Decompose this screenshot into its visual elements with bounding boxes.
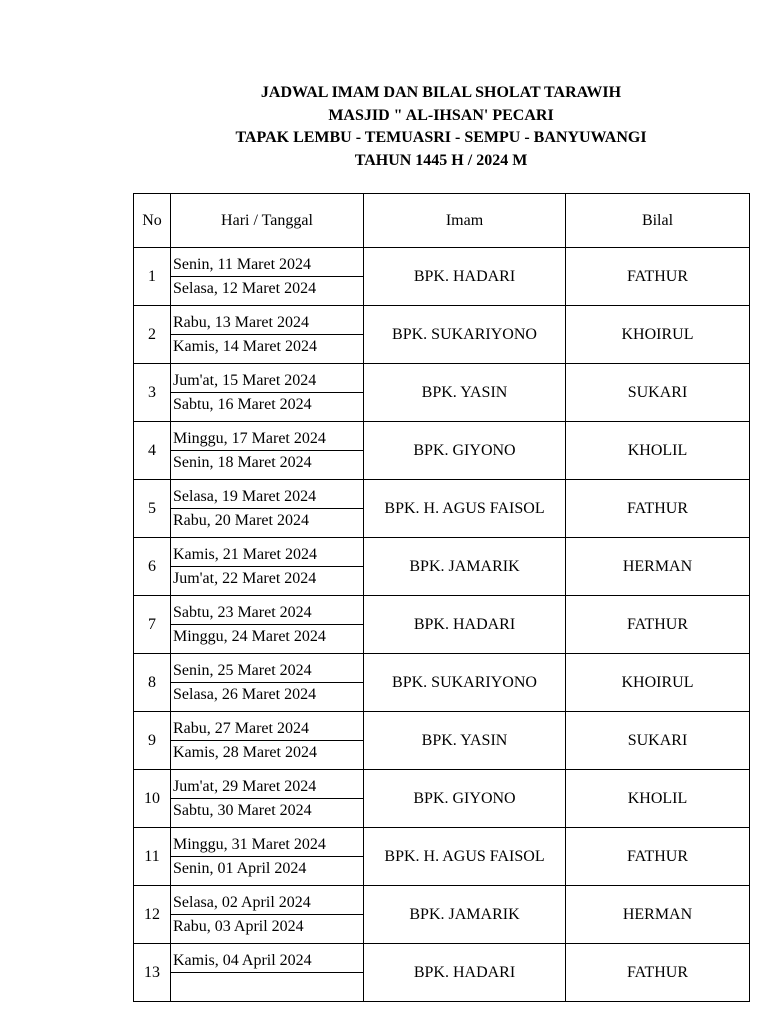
bilal-cell: SUKARI <box>566 364 750 422</box>
imam-cell: BPK. JAMARIK <box>364 886 566 944</box>
date-second: Minggu, 24 Maret 2024 <box>173 628 326 645</box>
schedule-table-container <box>133 193 750 981</box>
bilal-cell: FATHUR <box>566 944 750 1002</box>
date-first: Jum'at, 29 Maret 2024 <box>171 770 363 799</box>
imam-cell: BPK. H. AGUS FAISOL <box>364 828 566 886</box>
bilal-cell: SUKARI <box>566 712 750 770</box>
date-second: Sabtu, 30 Maret 2024 <box>173 802 312 819</box>
bilal-cell: FATHUR <box>566 596 750 654</box>
row-number: 2 <box>134 306 171 364</box>
date-second: Selasa, 26 Maret 2024 <box>173 686 317 703</box>
date-cell <box>171 248 364 306</box>
date-second: Senin, 01 April 2024 <box>173 860 307 877</box>
row-number: 4 <box>134 422 171 480</box>
date-cell <box>171 306 364 364</box>
date-first: Rabu, 27 Maret 2024 <box>171 712 363 741</box>
title-line: TAHUN 1445 H / 2024 M <box>354 151 528 169</box>
row-number: 11 <box>134 828 171 886</box>
table-row <box>134 654 750 712</box>
row-number: 12 <box>134 886 171 944</box>
date-cell <box>171 364 364 422</box>
date-first: Sabtu, 23 Maret 2024 <box>171 596 363 625</box>
date-first: Senin, 25 Maret 2024 <box>171 654 363 683</box>
date-second: Senin, 18 Maret 2024 <box>173 454 312 471</box>
schedule-table <box>133 193 750 1002</box>
imam-cell: BPK. SUKARIYONO <box>364 306 566 364</box>
imam-cell: BPK. YASIN <box>364 712 566 770</box>
imam-cell: BPK. JAMARIK <box>364 538 566 596</box>
header-date: Hari / Tanggal <box>171 194 364 248</box>
date-first: Senin, 11 Maret 2024 <box>171 248 363 277</box>
title-line: JADWAL IMAM DAN BILAL SHOLAT TARAWIH <box>260 84 622 101</box>
date-second: Kamis, 28 Maret 2024 <box>173 744 317 761</box>
header-imam: Imam <box>364 194 566 248</box>
date-first: Kamis, 04 April 2024 <box>171 944 363 973</box>
title-line: TAPAK LEMBU - TEMUASRI - SEMPU - BANYUWANGI <box>235 129 647 146</box>
table-row <box>134 828 750 886</box>
date-second: Kamis, 14 Maret 2024 <box>173 338 317 355</box>
imam-cell: BPK. H. AGUS FAISOL <box>364 480 566 538</box>
table-row <box>134 538 750 596</box>
bilal-cell: KHOIRUL <box>566 654 750 712</box>
imam-cell: BPK. SUKARIYONO <box>364 654 566 712</box>
bilal-cell: KHOLIL <box>566 422 750 480</box>
row-number: 10 <box>134 770 171 828</box>
date-second: Selasa, 12 Maret 2024 <box>173 280 317 297</box>
bilal-cell: FATHUR <box>566 248 750 306</box>
bilal-cell: FATHUR <box>566 480 750 538</box>
imam-cell: BPK. GIYONO <box>364 770 566 828</box>
date-second: Sabtu, 16 Maret 2024 <box>173 396 312 413</box>
title-line: MASJID " AL-IHSAN' PECARI <box>328 106 554 124</box>
table-row <box>134 596 750 654</box>
date-second <box>171 973 363 1001</box>
date-cell <box>171 828 364 886</box>
imam-cell: BPK. HADARI <box>364 248 566 306</box>
document-header <box>134 82 748 172</box>
bilal-cell: KHOIRUL <box>566 306 750 364</box>
date-first: Kamis, 21 Maret 2024 <box>171 538 363 567</box>
row-number: 1 <box>134 248 171 306</box>
header-bilal: Bilal <box>566 194 750 248</box>
date-cell <box>171 596 364 654</box>
table-row <box>134 248 750 306</box>
date-first: Minggu, 17 Maret 2024 <box>171 422 363 451</box>
table-row <box>134 770 750 828</box>
date-cell <box>171 422 364 480</box>
date-first: Rabu, 13 Maret 2024 <box>171 306 363 335</box>
row-number: 13 <box>134 944 171 1002</box>
row-number: 7 <box>134 596 171 654</box>
bilal-cell: FATHUR <box>566 828 750 886</box>
table-row <box>134 364 750 422</box>
date-first: Selasa, 02 April 2024 <box>171 886 363 915</box>
date-cell <box>171 886 364 944</box>
table-row <box>134 944 750 1002</box>
date-cell <box>171 770 364 828</box>
header-no: No <box>134 194 171 248</box>
imam-cell: BPK. YASIN <box>364 364 566 422</box>
date-cell <box>171 538 364 596</box>
imam-cell: BPK. HADARI <box>364 596 566 654</box>
table-row <box>134 712 750 770</box>
table-row <box>134 886 750 944</box>
table-row <box>134 422 750 480</box>
date-second: Rabu, 03 April 2024 <box>173 918 304 935</box>
bilal-cell: HERMAN <box>566 886 750 944</box>
date-cell <box>171 944 364 1002</box>
bilal-cell: KHOLIL <box>566 770 750 828</box>
table-header-row <box>134 194 750 248</box>
bilal-cell: HERMAN <box>566 538 750 596</box>
date-cell <box>171 480 364 538</box>
table-row <box>134 480 750 538</box>
row-number: 5 <box>134 480 171 538</box>
table-body <box>134 248 750 1002</box>
row-number: 8 <box>134 654 171 712</box>
row-number: 9 <box>134 712 171 770</box>
imam-cell: BPK. GIYONO <box>364 422 566 480</box>
row-number: 3 <box>134 364 171 422</box>
date-second: Rabu, 20 Maret 2024 <box>173 512 309 529</box>
imam-cell: BPK. HADARI <box>364 944 566 1002</box>
date-first: Minggu, 31 Maret 2024 <box>171 828 363 857</box>
date-first: Selasa, 19 Maret 2024 <box>171 480 363 509</box>
table-row <box>134 306 750 364</box>
row-number: 6 <box>134 538 171 596</box>
date-first: Jum'at, 15 Maret 2024 <box>171 364 363 393</box>
date-second: Jum'at, 22 Maret 2024 <box>173 570 317 587</box>
date-cell <box>171 654 364 712</box>
date-cell <box>171 712 364 770</box>
